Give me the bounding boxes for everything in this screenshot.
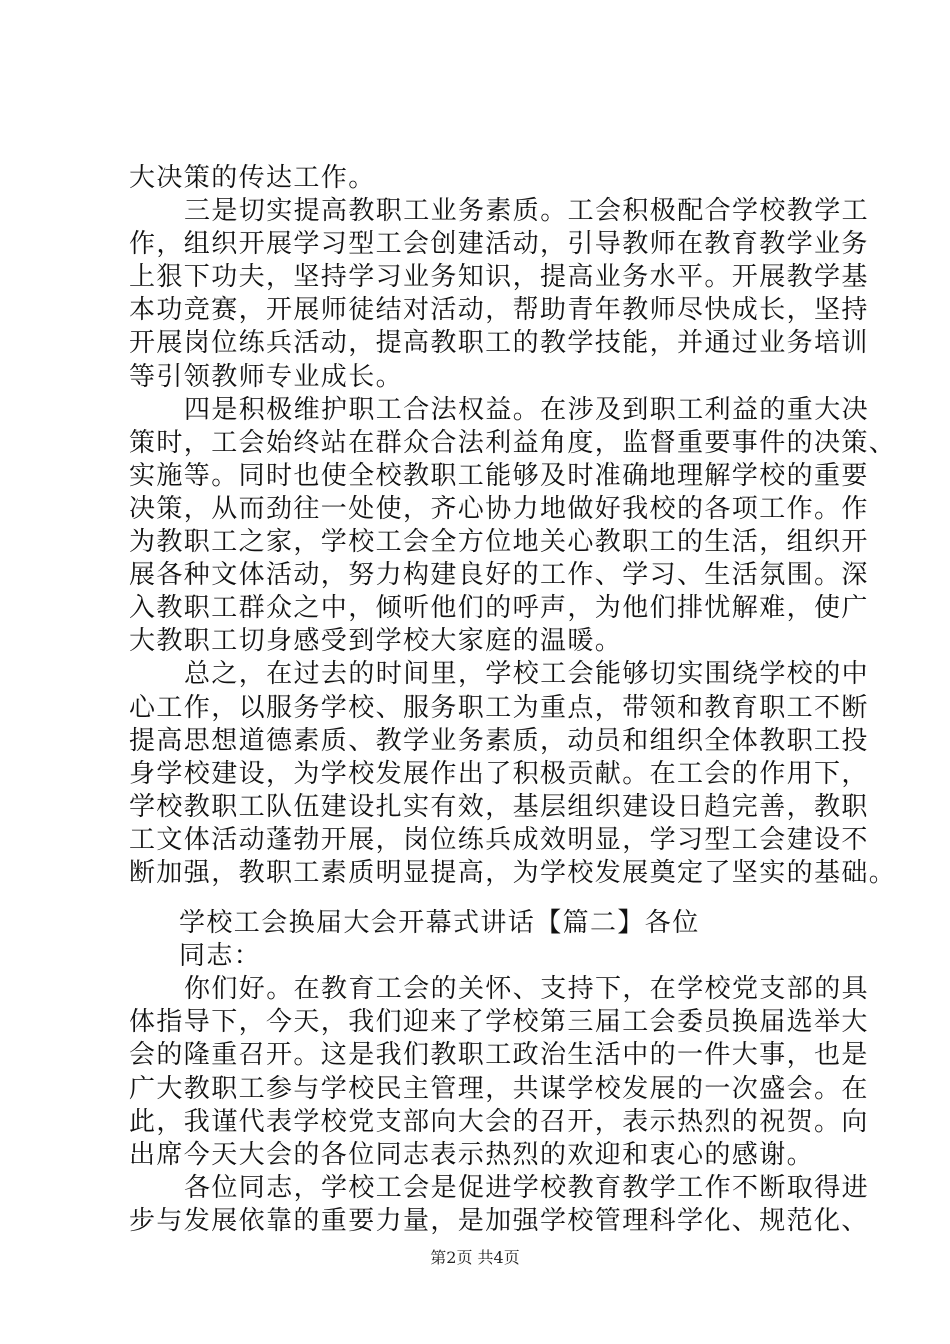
text-line: 会的隆重召开。这是我们教职工政治生活中的一件大事，也是	[129, 1040, 869, 1071]
paragraph-first-line: 三是切实提高教职工业务素质。工会积极配合学校教学工	[184, 196, 870, 227]
paragraph-first-line: 四是积极维护职工合法权益。在涉及到职工利益的重大决	[184, 394, 870, 425]
text-line: 学校教职工队伍建设扎实有效，基层组织建设日趋完善，教职	[129, 791, 869, 822]
text-line: 策时，工会始终站在群众合法利益角度，监督重要事件的决策、	[129, 427, 897, 458]
text-line: 出席今天大会的各位同志表示热烈的欢迎和衷心的感谢。	[129, 1139, 815, 1170]
text-line: 大决策的传达工作。	[129, 163, 376, 193]
text-line: 入教职工群众之中，倾听他们的呼声，为他们排忧解难，使广	[129, 593, 869, 624]
text-line: 心工作，以服务学校、服务职工为重点，带领和教育职工不断	[129, 692, 869, 723]
section-heading-continued: 同志：	[179, 941, 262, 972]
section-heading: 学校工会换届大会开幕式讲话【篇二】各位	[179, 908, 700, 939]
text-line: 决策，从而劲往一处使，齐心协力地做好我校的各项工作。作	[129, 493, 869, 524]
paragraph-first-line: 各位同志，学校工会是促进学校教育教学工作不断取得进	[184, 1172, 870, 1203]
text-line: 展各种文体活动，努力构建良好的工作、学习、生活氛围。深	[129, 560, 869, 591]
paragraph-first-line: 总之，在过去的时间里，学校工会能够切实围绕学校的中	[184, 659, 870, 690]
text-line: 广大教职工参与学校民主管理，共谋学校发展的一次盛会。在	[129, 1073, 869, 1104]
text-line: 大教职工切身感受到学校大家庭的温暖。	[129, 626, 623, 657]
text-line: 上狠下功夫，坚持学习业务知识，提高业务水平。开展教学基	[129, 262, 869, 293]
text-line: 身学校建设，为学校发展作出了积极贡献。在工会的作用下，	[129, 758, 869, 789]
text-line: 本功竞赛，开展师徒结对活动，帮助青年教师尽快成长，坚持	[129, 295, 869, 326]
text-line: 提高思想道德素质、教学业务素质，动员和组织全体教职工投	[129, 725, 869, 756]
paragraph-first-line: 你们好。在教育工会的关怀、支持下，在学校党支部的具	[184, 974, 870, 1005]
text-line: 断加强，教职工素质明显提高，为学校发展奠定了坚实的基础。	[129, 857, 897, 888]
text-line: 体指导下，今天，我们迎来了学校第三届工会委员换届选举大	[129, 1007, 869, 1038]
text-line: 步与发展依靠的重要力量，是加强学校管理科学化、规范化、	[129, 1205, 869, 1236]
text-line: 开展岗位练兵活动，提高教职工的教学技能，并通过业务培训	[129, 328, 869, 359]
text-line: 为教职工之家，学校工会全方位地关心教职工的生活，组织开	[129, 527, 869, 558]
text-line: 实施等。同时也使全校教职工能够及时准确地理解学校的重要	[129, 460, 869, 491]
text-line: 此，我谨代表学校党支部向大会的召开，表示热烈的祝贺。向	[129, 1106, 869, 1137]
text-line: 等引领教师专业成长。	[129, 361, 404, 392]
page-number-footer: 第2页 共4页	[430, 1248, 520, 1267]
text-line: 作，组织开展学习型工会创建活动，引导教师在教育教学业务	[129, 229, 869, 260]
document-body	[129, 162, 897, 1238]
section-spacer	[129, 890, 841, 907]
text-line: 工文体活动蓬勃开展，岗位练兵成效明显，学习型工会建设不	[129, 824, 869, 855]
